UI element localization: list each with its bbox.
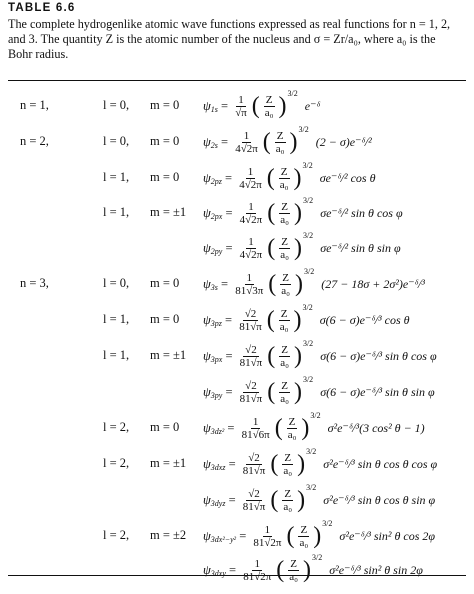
coefficient-fraction [233,94,249,119]
z-over-a0 [287,558,300,583]
radial-angular-expression: σ²e⁻ᵟ/³(3 cos² θ − 1) [327,420,425,435]
psi-symbol: ψ [203,348,211,363]
a0-symbol: a₀ [287,428,297,441]
z-symbol: Z [265,93,273,106]
quantum-n: n = 3, [20,276,49,290]
wave-function [203,410,425,446]
quantum-l: l = 0, [103,276,130,290]
a0-symbol: a₀ [280,356,289,369]
coef-numerator: 1 [248,200,254,213]
orbital-subscript: 3px [210,354,223,364]
quantum-l: l = 2, [103,420,130,434]
caption-line: The complete hydrogenlike atomic wave functions expressed as real functions for n = 1, 2, [8,17,451,31]
coef-denominator: 81√π [239,356,263,369]
quantum-l: l = 2, [103,528,130,542]
a0-symbol: a₀ [283,464,293,477]
equals-sign: = [221,170,236,185]
quantum-l: l = 1, [103,312,130,326]
z-over-a0 [281,488,294,513]
quantum-m: m = 0 [150,170,180,184]
z-over-a0 [274,130,287,155]
power-exponent: 3/2 [306,482,317,492]
equals-sign: = [222,348,236,363]
coef-numerator: √2 [248,451,260,464]
orbital-subscript: 3dyz [210,498,226,508]
equals-sign: = [225,456,239,471]
quantum-m: m = 0 [150,420,180,434]
power-exponent: 3/2 [302,374,314,384]
coef-denominator: √π [235,106,247,119]
table-row [0,88,474,124]
psi-symbol: ψ [203,276,211,291]
coef-denominator: 81√π [239,392,263,405]
equals-sign: = [222,240,236,255]
z-symbol: Z [284,451,292,464]
wave-function [203,230,401,266]
orbital-subscript: 3pz [210,318,222,328]
quantum-m: m = ±1 [150,348,187,362]
coefficient-fraction [241,488,268,513]
radial-angular-expression: (27 − 18σ + 2σ²)e⁻ᵟ/³ [321,276,425,291]
coefficient-fraction [238,380,265,405]
z-symbol: Z [281,235,288,248]
a0-symbol: a₀ [264,106,274,119]
right-paren: ) [289,128,298,155]
coefficient-fraction [241,558,273,583]
caption-line: and 3. The quantity Z is the atomic number of the nucleus and σ = Zr/a₀, where a₀ is the [8,32,436,46]
right-paren: ) [293,378,302,405]
z-over-a0 [278,166,291,191]
top-rule [8,80,466,81]
a0-symbol: a₀ [275,142,285,155]
coef-numerator: 1 [264,523,271,536]
coef-denominator: 81√6π [241,428,270,441]
table-label: TABLE 6.6 [8,2,76,14]
left-paren: ( [267,199,276,226]
z-over-a0 [278,308,291,333]
equals-sign: = [224,420,238,435]
power-exponent: 3/2 [298,124,309,134]
quantum-m: m = ±1 [150,205,187,219]
power-exponent: 3/2 [312,552,323,562]
quantum-l: l = 1, [103,348,130,362]
right-paren: ) [301,414,310,441]
z-over-a0 [279,272,292,297]
wave-function [203,160,376,196]
coef-numerator: √2 [244,307,257,320]
a0-symbol: a₀ [280,213,289,226]
orbital-subscript: 3dxz [210,462,226,472]
left-paren: ( [267,234,276,261]
right-paren: ) [293,234,302,261]
radial-angular-expression: σ²e⁻ᵟ/³ sin² θ sin 2φ [329,562,423,577]
right-paren: ) [293,199,302,226]
quantum-m: m = ±1 [150,456,187,470]
coefficient-fraction [238,236,265,261]
equals-sign: = [225,562,240,577]
right-paren: ) [297,486,306,513]
wave-function [203,302,410,338]
a0-symbol: a₀ [281,284,291,297]
left-paren: ( [266,164,275,191]
quantum-l: l = 1, [103,205,130,219]
power-exponent: 3/2 [306,446,317,456]
psi-symbol: ψ [203,205,211,220]
left-paren: ( [266,306,275,333]
left-paren: ( [267,378,276,405]
coef-numerator: √2 [245,343,257,356]
wave-function [203,482,435,518]
psi-symbol: ψ [203,562,211,577]
z-symbol: Z [282,271,290,284]
orbital-subscript: 2s [210,140,218,150]
coefficient-fraction [237,308,264,333]
table-row [0,410,474,446]
table-row [0,266,474,302]
a0-symbol: a₀ [279,178,289,191]
a0-symbol: a₀ [280,248,289,261]
coef-numerator: 1 [252,415,259,428]
z-symbol: Z [284,487,292,500]
quantum-l: l = 0, [103,134,130,148]
table-row [0,160,474,196]
z-symbol: Z [280,307,288,320]
radial-angular-expression: σ(6 − σ)e⁻ᵟ/³ cos θ [319,312,410,327]
coef-numerator: 1 [247,165,254,178]
wave-function [203,518,435,554]
power-exponent: 3/2 [304,266,315,276]
z-symbol: Z [281,200,288,213]
table-row [0,518,474,554]
equals-sign: = [225,492,239,507]
table-row [0,302,474,338]
coef-denominator: 81√3π [235,284,264,297]
coefficient-fraction [233,272,265,297]
left-paren: ( [276,556,285,583]
radial-angular-expression: σ²e⁻ᵟ/³ sin θ cos θ sin φ [323,492,436,507]
right-paren: ) [293,164,302,191]
radial-angular-expression: σ(6 − σ)e⁻ᵟ/³ sin θ cos φ [320,348,437,363]
wave-function [203,266,425,302]
z-symbol: Z [290,557,297,570]
orbital-subscript: 2pz [210,176,222,186]
table-row [0,446,474,482]
power-exponent: 3/2 [302,230,314,240]
table-caption [8,17,468,62]
equals-sign: = [217,276,232,291]
power-exponent: 3/2 [302,195,314,205]
orbital-subscript: 2py [210,246,223,256]
wave-function [203,124,372,160]
coef-denominator: 81√2π [253,536,282,549]
z-symbol: Z [281,379,288,392]
coef-denominator: 4√2π [235,142,258,155]
z-over-a0 [278,344,291,369]
coef-numerator: √2 [248,487,260,500]
quantum-m: m = 0 [150,134,180,148]
equals-sign: = [217,98,232,113]
quantum-m: m = 0 [150,98,180,112]
equals-sign: = [217,134,232,149]
table-row [0,374,474,410]
coef-denominator: 81√π [242,500,266,513]
coef-denominator: 4√2π [239,178,262,191]
left-paren: ( [270,450,279,477]
psi-symbol: ψ [203,384,211,399]
caption-line: Bohr radius. [8,47,69,61]
power-exponent: 3/2 [287,88,298,98]
psi-symbol: ψ [203,170,211,185]
equals-sign: = [222,205,236,220]
left-paren: ( [251,92,260,119]
psi-symbol: ψ [203,98,211,113]
radial-angular-expression: σ²e⁻ᵟ/³ sin θ cos θ cos φ [323,456,438,471]
psi-symbol: ψ [203,240,211,255]
power-exponent: 3/2 [302,302,313,312]
equals-sign: = [221,312,236,327]
coef-numerator: 1 [248,235,254,248]
orbital-subscript: 3dxy [210,568,226,578]
quantum-l: l = 1, [103,170,130,184]
coefficient-fraction [240,416,272,441]
left-paren: ( [267,342,276,369]
right-paren: ) [293,306,302,333]
right-paren: ) [297,450,306,477]
wave-function [203,338,437,374]
z-over-a0 [297,524,310,549]
coef-denominator: 81√2π [243,570,272,583]
right-paren: ) [278,92,287,119]
power-exponent: 3/2 [302,160,313,170]
radial-angular-expression: (2 − σ)e⁻ᵟ/² [315,134,372,149]
a0-symbol: a₀ [283,500,293,513]
coef-denominator: 81√π [239,320,262,333]
quantum-n: n = 2, [20,134,49,148]
z-symbol: Z [288,415,296,428]
a0-symbol: a₀ [279,320,289,333]
radial-angular-expression: e⁻ᵟ [304,98,320,113]
radial-angular-expression: σe⁻ᵟ/² sin θ sin φ [320,240,401,255]
a0-symbol: a₀ [289,570,298,583]
right-paren: ) [293,342,302,369]
power-exponent: 3/2 [302,338,314,348]
table-row [0,124,474,160]
psi-symbol: ψ [203,528,211,543]
coef-numerator: √2 [245,379,257,392]
quantum-l: l = 0, [103,98,130,112]
left-paren: ( [286,522,295,549]
bottom-rule [8,575,466,576]
quantum-m: m = ±2 [150,528,187,542]
coef-denominator: 81√π [242,464,266,477]
wave-function [203,552,423,588]
z-over-a0 [281,452,294,477]
z-over-a0 [286,416,299,441]
orbital-subscript: 3dx²−y² [210,534,237,544]
coefficient-fraction [251,524,283,549]
coef-denominator: 4√2π [239,213,263,226]
table-row [0,195,474,231]
wave-function [203,374,435,410]
wave-function [203,195,403,231]
coef-numerator: 1 [238,93,244,106]
coef-numerator: 1 [246,271,252,284]
psi-symbol: ψ [203,492,211,507]
coef-numerator: 1 [243,129,250,142]
psi-symbol: ψ [203,134,211,149]
z-symbol: Z [280,165,288,178]
quantum-n: n = 1, [20,98,49,112]
table-row [0,552,474,588]
orbital-subscript: 3dz² [210,426,225,436]
left-paren: ( [274,414,283,441]
wave-function [203,446,437,482]
z-over-a0 [263,94,276,119]
equals-sign: = [236,528,250,543]
quantum-l: l = 2, [103,456,130,470]
coefficient-fraction [238,201,265,226]
radial-angular-expression: σe⁻ᵟ/² sin θ cos φ [320,205,403,220]
radial-angular-expression: σe⁻ᵟ/² cos θ [319,170,376,185]
wave-function [203,88,320,124]
orbital-subscript: 3py [210,390,223,400]
a0-symbol: a₀ [280,392,289,405]
z-over-a0 [278,236,291,261]
z-symbol: Z [276,129,284,142]
left-paren: ( [262,128,271,155]
right-paren: ) [295,270,304,297]
orbital-subscript: 3s [210,282,218,292]
coef-denominator: 4√2π [239,248,263,261]
coef-numerator: 1 [254,557,260,570]
table-row [0,230,474,266]
equals-sign: = [222,384,236,399]
psi-symbol: ψ [203,456,211,471]
radial-angular-expression: σ(6 − σ)e⁻ᵟ/³ sin θ sin φ [320,384,435,399]
table-row [0,338,474,374]
table-row [0,482,474,518]
quantum-m: m = 0 [150,276,180,290]
radial-angular-expression: σ²e⁻ᵟ/³ sin² θ cos 2φ [339,528,436,543]
left-paren: ( [268,270,277,297]
coefficient-fraction [233,130,260,155]
z-symbol: Z [281,343,288,356]
coefficient-fraction [238,344,265,369]
psi-symbol: ψ [203,420,211,435]
z-symbol: Z [300,523,308,536]
orbital-subscript: 2px [210,211,223,221]
quantum-m: m = 0 [150,312,180,326]
orbital-subscript: 1s [210,104,218,114]
right-paren: ) [313,522,322,549]
z-over-a0 [278,380,291,405]
z-over-a0 [278,201,291,226]
right-paren: ) [303,556,311,583]
psi-symbol: ψ [203,312,211,327]
power-exponent: 3/2 [310,410,321,420]
power-exponent: 3/2 [322,518,333,528]
coefficient-fraction [237,166,264,191]
left-paren: ( [270,486,279,513]
coefficient-fraction [241,452,268,477]
a0-symbol: a₀ [299,536,309,549]
